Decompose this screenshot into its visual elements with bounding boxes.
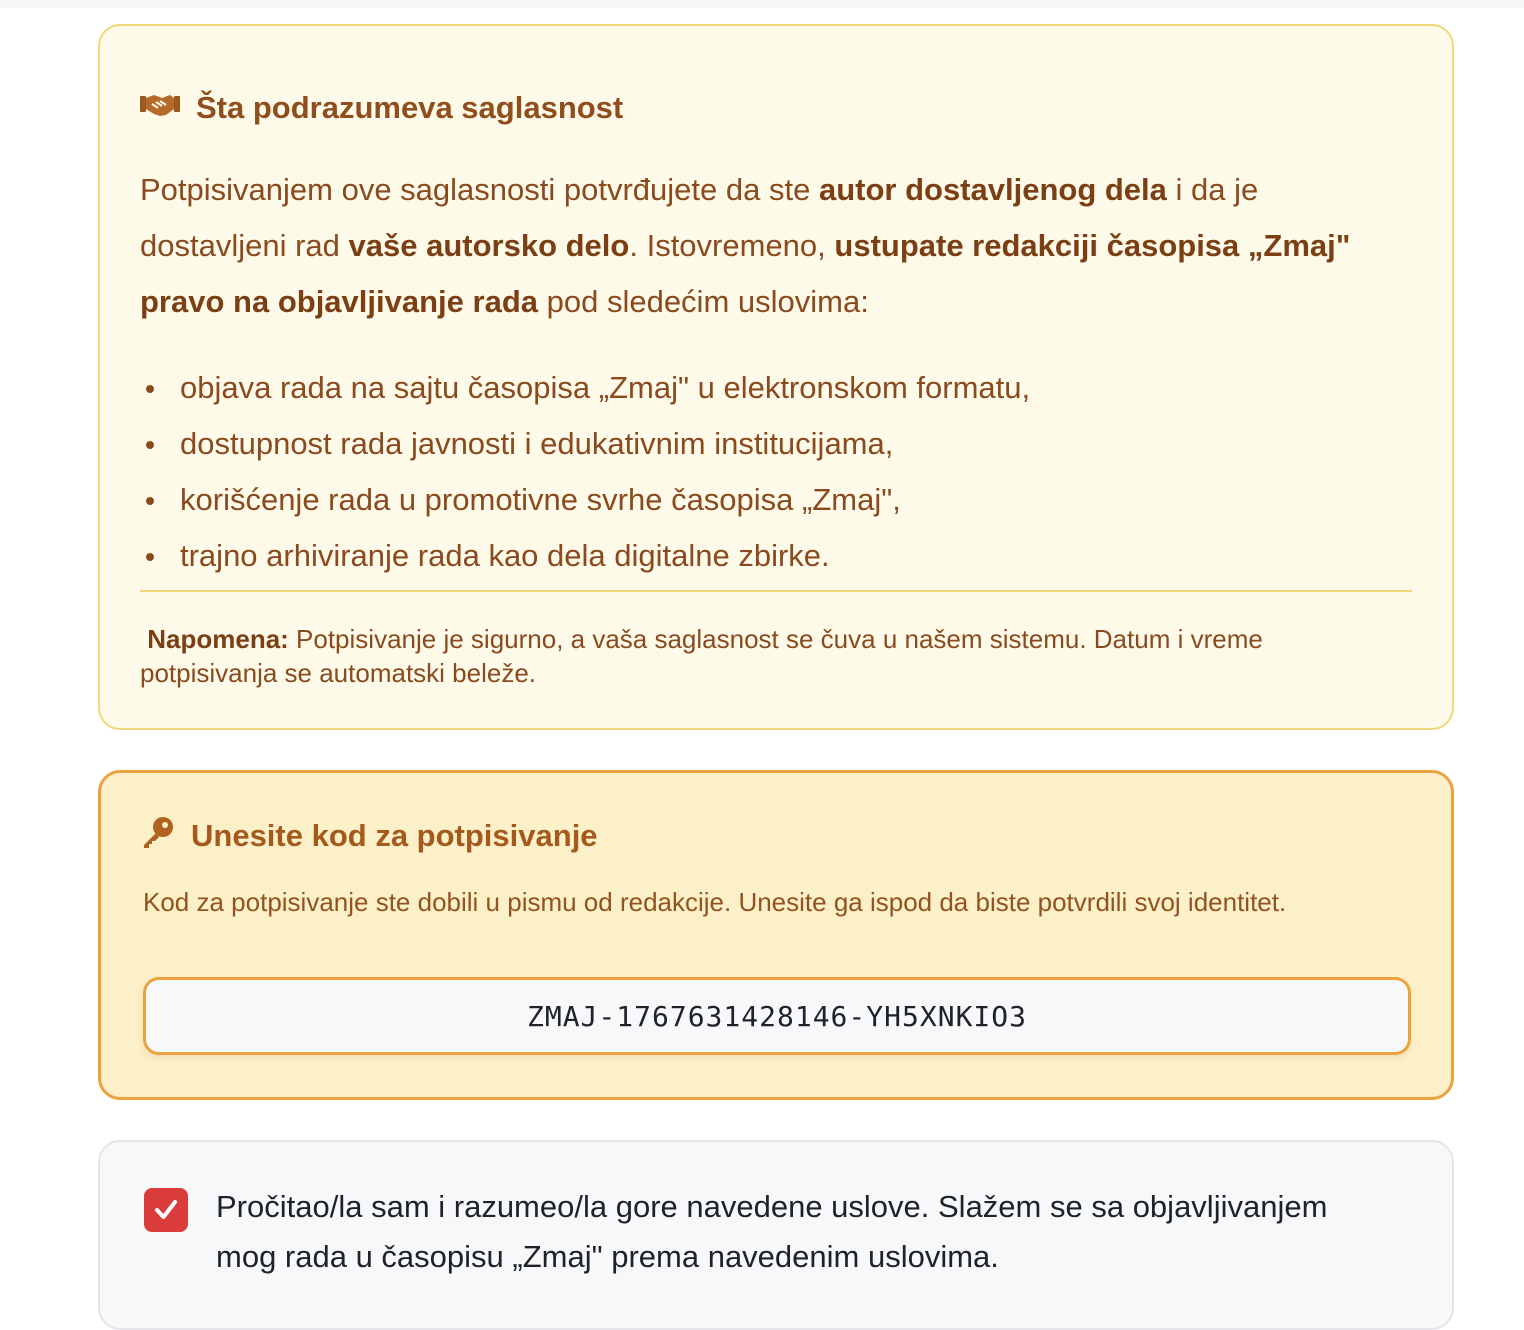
note-label: Napomena: xyxy=(147,624,289,654)
code-description: Kod za potpisivanje ste dobili u pismu od redakcije. Unesite ga ispod da biste potvrdili svoj identitet. xyxy=(143,887,1287,917)
list-item: dostupnost rada javnosti i edukativnim institucijama, xyxy=(140,416,1380,472)
consent-title: Šta podrazumeva saglasnost xyxy=(196,90,624,125)
agree-checkbox[interactable] xyxy=(144,1188,188,1232)
agree-label[interactable]: Pročitao/la sam i razumeo/la gore navedene uslove. Slažem se sa objavljivanjem mog rada u časopisu „Zmaj" prema navedenim uslovima. xyxy=(216,1189,1328,1274)
conditions-list xyxy=(140,360,1380,584)
list-item: korišćenje rada u promotivne svrhe časopisa „Zmaj", xyxy=(140,472,1380,528)
divider xyxy=(140,590,1412,592)
handshake-icon xyxy=(140,90,180,126)
bullet-icon xyxy=(146,385,154,393)
emphasis-rights: ustupate redakciji časopisa „Zmaj" pravo na objavljivanje rada xyxy=(140,228,1351,319)
list-item: trajno arhiviranje rada kao dela digitalne zbirke. xyxy=(140,528,1380,584)
key-icon xyxy=(141,815,175,857)
bullet-icon xyxy=(146,553,154,561)
consent-paragraph: Potpisivanjem ove saglasnosti potvrđujete da ste autor dostavljenog dela i da je dostavljeni rad vaše autorsko delo. Istovremeno, ustupate redakciji časopisa „Zmaj" pravo na objavljivanje rada pod sledećim uslovima: xyxy=(140,172,1351,319)
consent-info-card xyxy=(98,24,1454,730)
code-heading xyxy=(141,815,598,857)
code-title: Unesite kod za potpisivanje xyxy=(191,818,598,853)
bullet-icon xyxy=(146,441,154,449)
emphasis-author: autor dostavljenog dela xyxy=(818,172,1167,207)
signing-code-card xyxy=(98,770,1454,1100)
bullet-icon xyxy=(146,497,154,505)
top-strip xyxy=(0,0,1524,8)
consent-heading xyxy=(140,90,623,126)
consent-note xyxy=(140,622,1360,690)
signing-code-input[interactable] xyxy=(143,977,1411,1055)
emphasis-own-work: vaše autorsko delo xyxy=(348,228,630,263)
agreement-card xyxy=(98,1140,1454,1330)
list-item: objava rada na sajtu časopisa „Zmaj" u elektronskom formatu, xyxy=(140,360,1380,416)
note-text: Potpisivanje je sigurno, a vaša saglasnost se čuva u našem sistemu. Datum i vreme potpisivanja se automatski beleže. xyxy=(140,624,1263,688)
checkmark-icon xyxy=(152,1196,180,1224)
